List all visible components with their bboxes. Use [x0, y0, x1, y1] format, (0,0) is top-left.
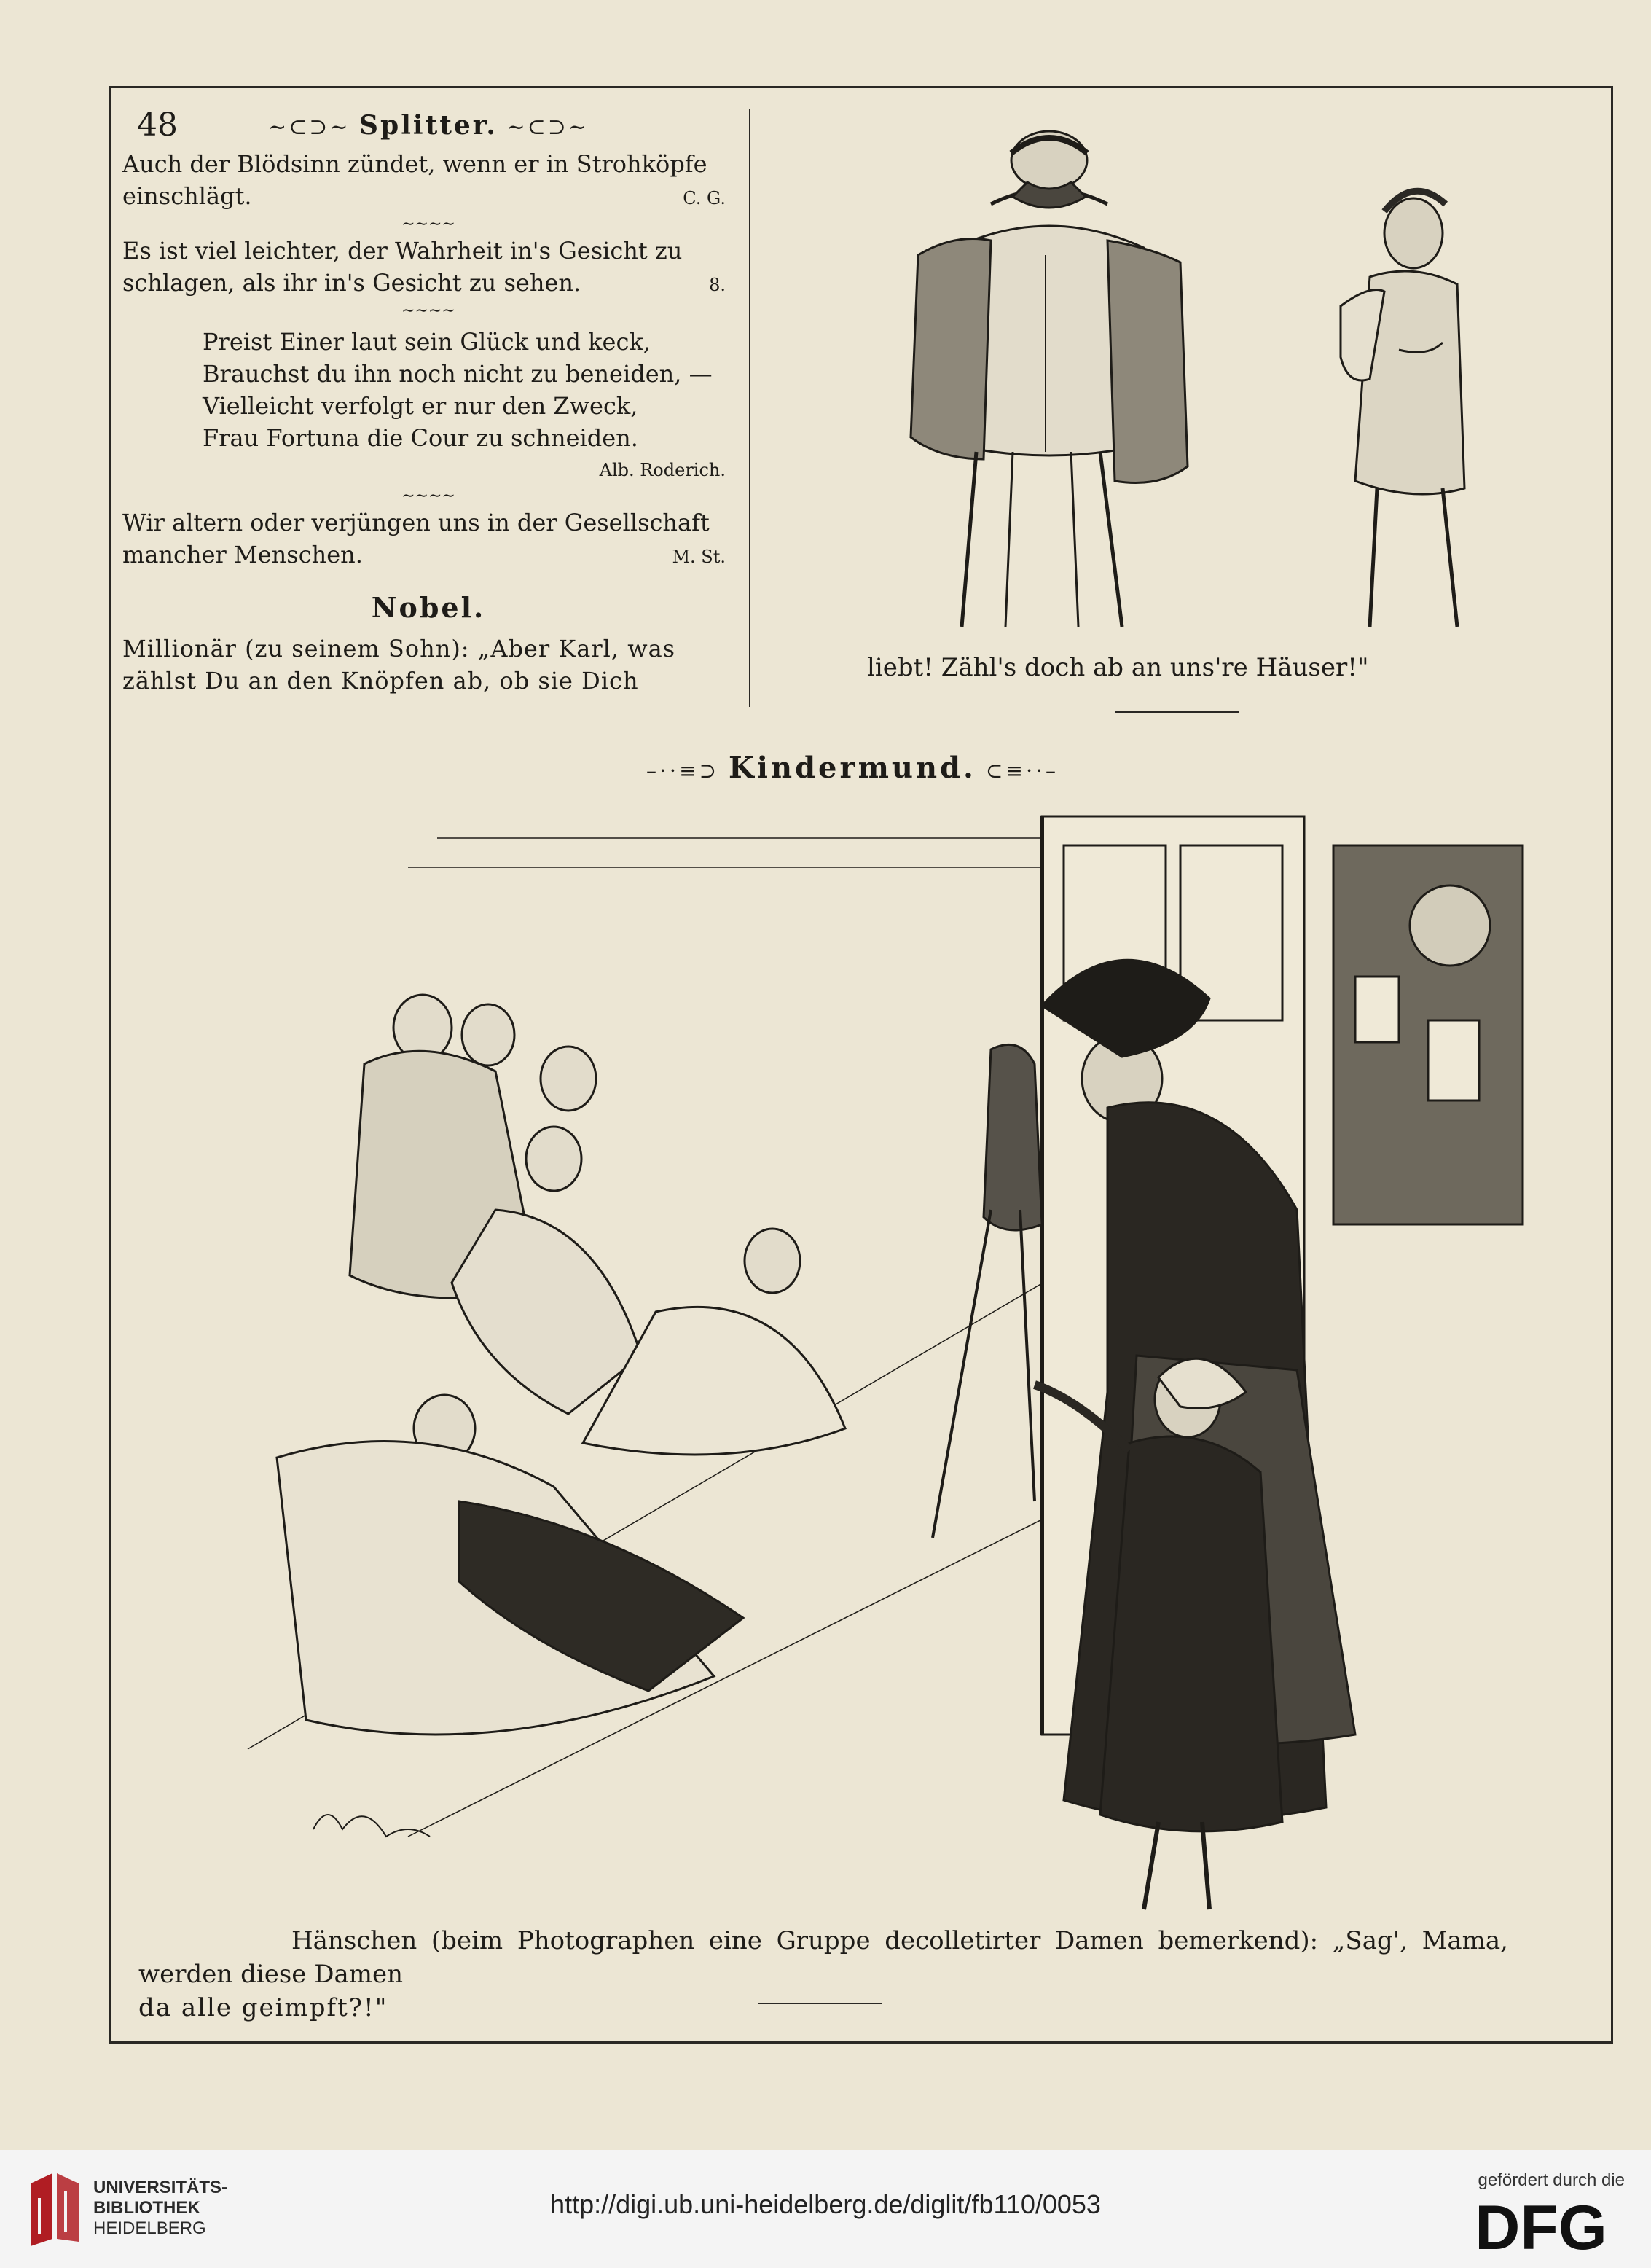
page-number: 48: [137, 106, 178, 144]
tilde-separator: ∼∼∼∼: [401, 215, 455, 233]
kindermund-caption: Hänschen (beim Photographen eine Gruppe decolletirter Damen bemerkend): „Sag', Mama, werden diese Damen da alle geimpft?!": [138, 1926, 1508, 2022]
rule: [1115, 711, 1239, 713]
nobel-heading: Nobel.: [371, 591, 486, 624]
flourish-right-icon: ~⊂⊃~: [497, 114, 589, 140]
kindermund-heading: –⋅⋅≡⊃ Kindermund. ⊂≡⋅⋅–: [646, 751, 1059, 785]
column-divider: [749, 109, 750, 707]
aphorism-3: Wir altern oder verjüngen uns in der Gesellschaft mancher Menschen. M. St.: [122, 507, 734, 573]
funded-by-label: gefördert durch die: [1478, 2170, 1625, 2190]
dfg-logo-text: DFG: [1475, 2195, 1607, 2258]
nobel-caption-continuation: liebt! Zähl's doch ab an uns're Häuser!": [867, 653, 1369, 682]
flourish-left-icon: –⋅⋅≡⊃: [646, 759, 729, 783]
splitter-column: [122, 106, 734, 697]
verse-author: Alb. Roderich.: [599, 460, 726, 480]
aphorism-1-author: C. G.: [683, 188, 726, 208]
aphorism-2: Es ist viel leichter, der Wahrheit in's Gesicht zu schlagen, als ihr in's Gesicht zu sehen. 8.: [122, 235, 734, 301]
footer-bar: [0, 2150, 1651, 2268]
tilde-separator: ∼∼∼∼: [401, 487, 455, 505]
flourish-right-icon: ⊂≡⋅⋅–: [976, 759, 1059, 783]
millionaire-illustration: [772, 109, 1588, 634]
tilde-separator: ∼∼∼∼: [401, 302, 455, 320]
flourish-left-icon: ~⊂⊃~: [267, 114, 360, 140]
rule: [758, 2003, 882, 2004]
source-url-link[interactable]: http://digi.ub.uni-heidelberg.de/diglit/fb110/0053: [550, 2189, 1101, 2219]
aphorism-1: Auch der Blödsinn zündet, wenn er in Strohköpfe einschlägt. C. G.: [122, 148, 734, 214]
splitter-heading: ~⊂⊃~ Splitter. ~⊂⊃~: [267, 110, 589, 141]
aphorism-2-author: 8.: [709, 275, 726, 295]
verse: Preist Einer laut sein Glück und keck, Brauchst du ihn noch nicht zu beneiden, — Vielleicht verfolgt er nur den Zweck, Frau Fortuna die Cour zu schneiden.: [203, 328, 713, 452]
nobel-text: Millionär (zu seinem Sohn): „Aber Karl, was zählst Du an den Knöpfen ab, ob sie Dich: [122, 635, 676, 695]
aphorism-3-author: M. St.: [672, 547, 726, 567]
dfg-logo: [1457, 2195, 1625, 2258]
kindermund-illustration: [219, 802, 1617, 1924]
library-name: UNIVERSITÄTS- BIBLIOTHEK HEIDELBERG: [93, 2178, 228, 2238]
